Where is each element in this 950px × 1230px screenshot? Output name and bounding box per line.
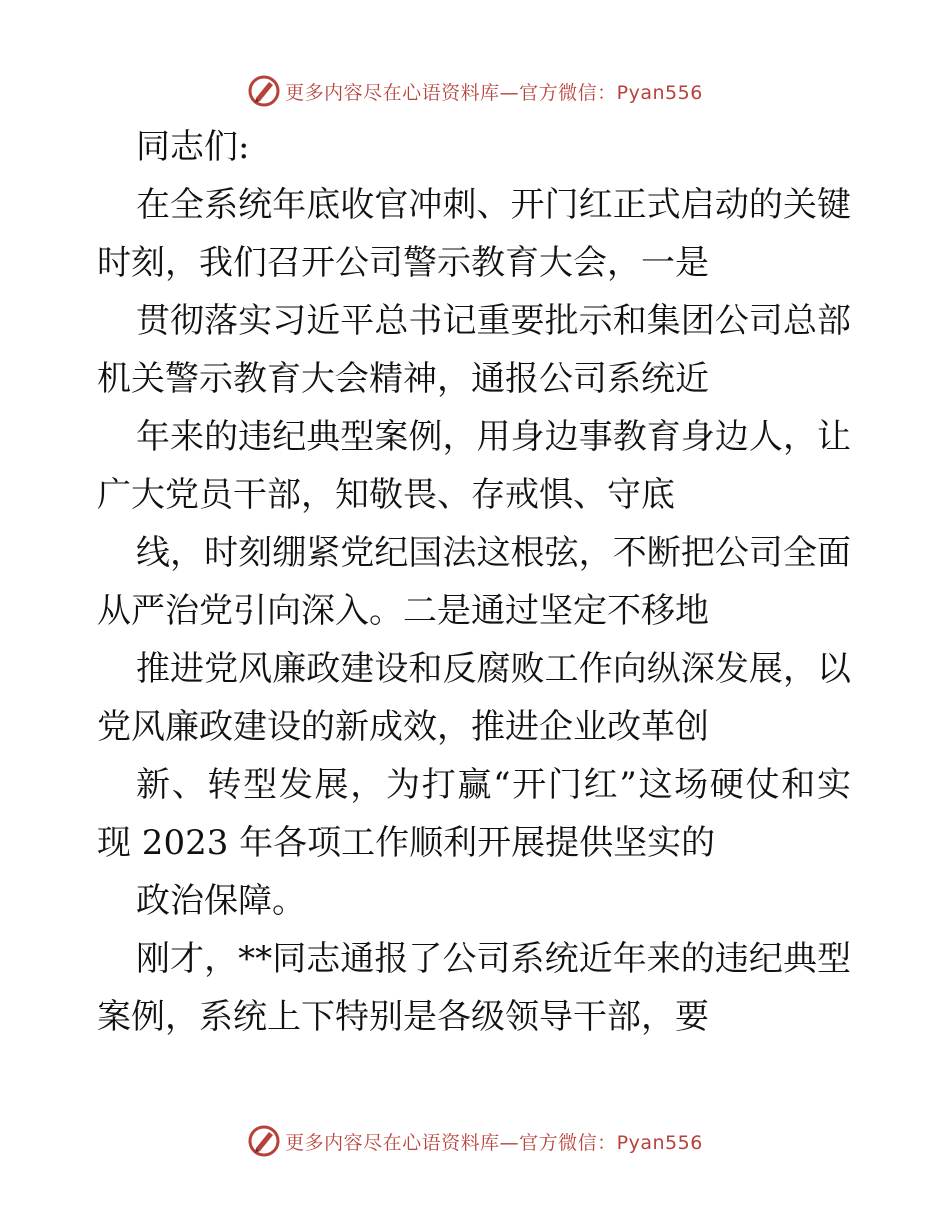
footer-watermark (0, 1121, 950, 1161)
watermark-text: 更多内容尽在心语资料库—官方微信：Pyan556 (285, 81, 703, 104)
text-line: 党风廉政建设的新成效，推进企业改革创 (97, 707, 709, 747)
text-line: 案例，系统上下特别是各级领导干部，要 (97, 997, 709, 1037)
text-line: 推进党风廉政建设和反腐败工作向纵深发展，以 (136, 649, 851, 689)
text-line: 从严治党引向深入。二是通过坚定不移地 (97, 591, 709, 631)
text-line: 时刻，我们召开公司警示教育大会，一是 (97, 243, 709, 283)
text-line: 在全系统年底收官冲刺、开门红正式启动的关键 (136, 185, 851, 225)
text-line: 同志们: (136, 127, 250, 167)
watermark-text: 更多内容尽在心语资料库—官方微信：Pyan556 (285, 1131, 703, 1154)
text-line: 现 2023 年各项工作顺利开展提供坚实的 (97, 823, 716, 863)
pen-logo-icon (247, 1124, 281, 1158)
text-line: 贯彻落实习近平总书记重要批示和集团公司总部 (136, 301, 851, 341)
text-line: 刚才，**同志通报了公司系统近年来的违纪典型 (136, 939, 851, 979)
text-line: 政治保障。 (136, 881, 306, 921)
text-line: 广大党员干部，知敬畏、存戒惧、守底 (97, 475, 675, 515)
text-line: 新、转型发展，为打赢“开门红”这场硬仗和实 (136, 765, 851, 805)
text-line: 机关警示教育大会精神，通报公司系统近 (97, 359, 709, 399)
text-line: 线，时刻绷紧党纪国法这根弦，不断把公司全面 (136, 533, 851, 573)
text-line: 年来的违纪典型案例，用身边事教育身边人，让 (136, 417, 851, 457)
